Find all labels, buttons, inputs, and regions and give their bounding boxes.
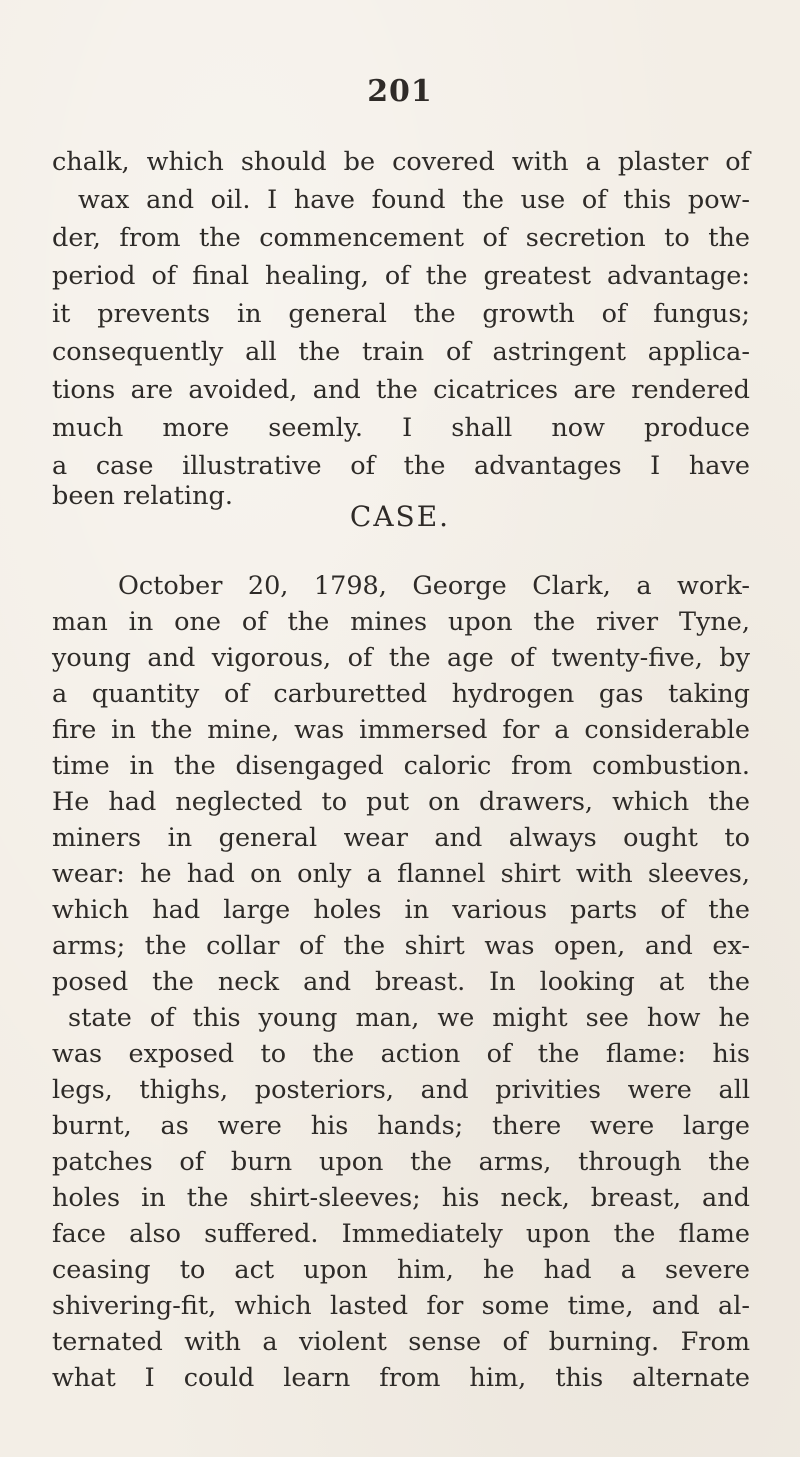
text-line: chalk, which should be covered with a plaster of — [52, 147, 750, 177]
text-line: fire in the mine, was immersed for a considerable — [52, 715, 750, 745]
text-line: arms; the collar of the shirt was open, and ex- — [52, 931, 750, 961]
text-line: wax and oil. I have found the use of this pow- — [78, 185, 750, 215]
text-line: young and vigorous, of the age of twenty-five, by — [52, 643, 750, 673]
text-line: time in the disengaged caloric from combustion. — [52, 751, 750, 781]
text-line: ternated with a violent sense of burning. From — [52, 1327, 750, 1357]
text-line: miners in general wear and always ought to — [52, 823, 750, 853]
text-line: burnt, as were his hands; there were large — [52, 1111, 750, 1141]
text-line: wear: he had on only a flannel shirt with sleeves, — [52, 859, 750, 889]
text-line: shivering-fit, which lasted for some time, and al- — [52, 1291, 750, 1321]
text-line: face also suffered. Immediately upon the flame — [52, 1219, 750, 1249]
text-line: which had large holes in various parts of the — [52, 895, 750, 925]
text-line: He had neglected to put on drawers, which the — [52, 787, 750, 817]
text-line: a case illustrative of the advantages I have — [52, 451, 750, 481]
text-line: holes in the shirt-sleeves; his neck, breast, and — [52, 1183, 750, 1213]
text-line: a quantity of carburetted hydrogen gas taking — [52, 679, 750, 709]
text-line: period of final healing, of the greatest advantage: — [52, 261, 750, 291]
section-heading: CASE. — [349, 500, 451, 533]
text-line: consequently all the train of astringent applica- — [52, 337, 750, 367]
text-line: posed the neck and breast. In looking at the — [52, 967, 750, 997]
text-line: what I could learn from him, this alternate — [52, 1363, 750, 1393]
text-line: was exposed to the action of the flame: his — [52, 1039, 750, 1069]
text-line: state of this young man, we might see how he — [68, 1003, 750, 1033]
page-number: 201 — [367, 74, 433, 109]
text-line: der, from the commencement of secretion to the — [52, 223, 750, 253]
text-line: much more seemly. I shall now produce — [52, 413, 750, 443]
text-line: legs, thighs, posteriors, and privities were all — [52, 1075, 750, 1105]
text-line: it prevents in general the growth of fungus; — [52, 299, 750, 329]
text-line: man in one of the mines upon the river Tyne, — [52, 607, 750, 637]
text-line: been relating. — [52, 481, 233, 511]
text-line: October 20, 1798, George Clark, a work- — [118, 571, 750, 601]
text-line: patches of burn upon the arms, through the — [52, 1147, 750, 1177]
text-line: tions are avoided, and the cicatrices are rendered — [52, 375, 750, 405]
text-line: ceasing to act upon him, he had a severe — [52, 1255, 750, 1285]
